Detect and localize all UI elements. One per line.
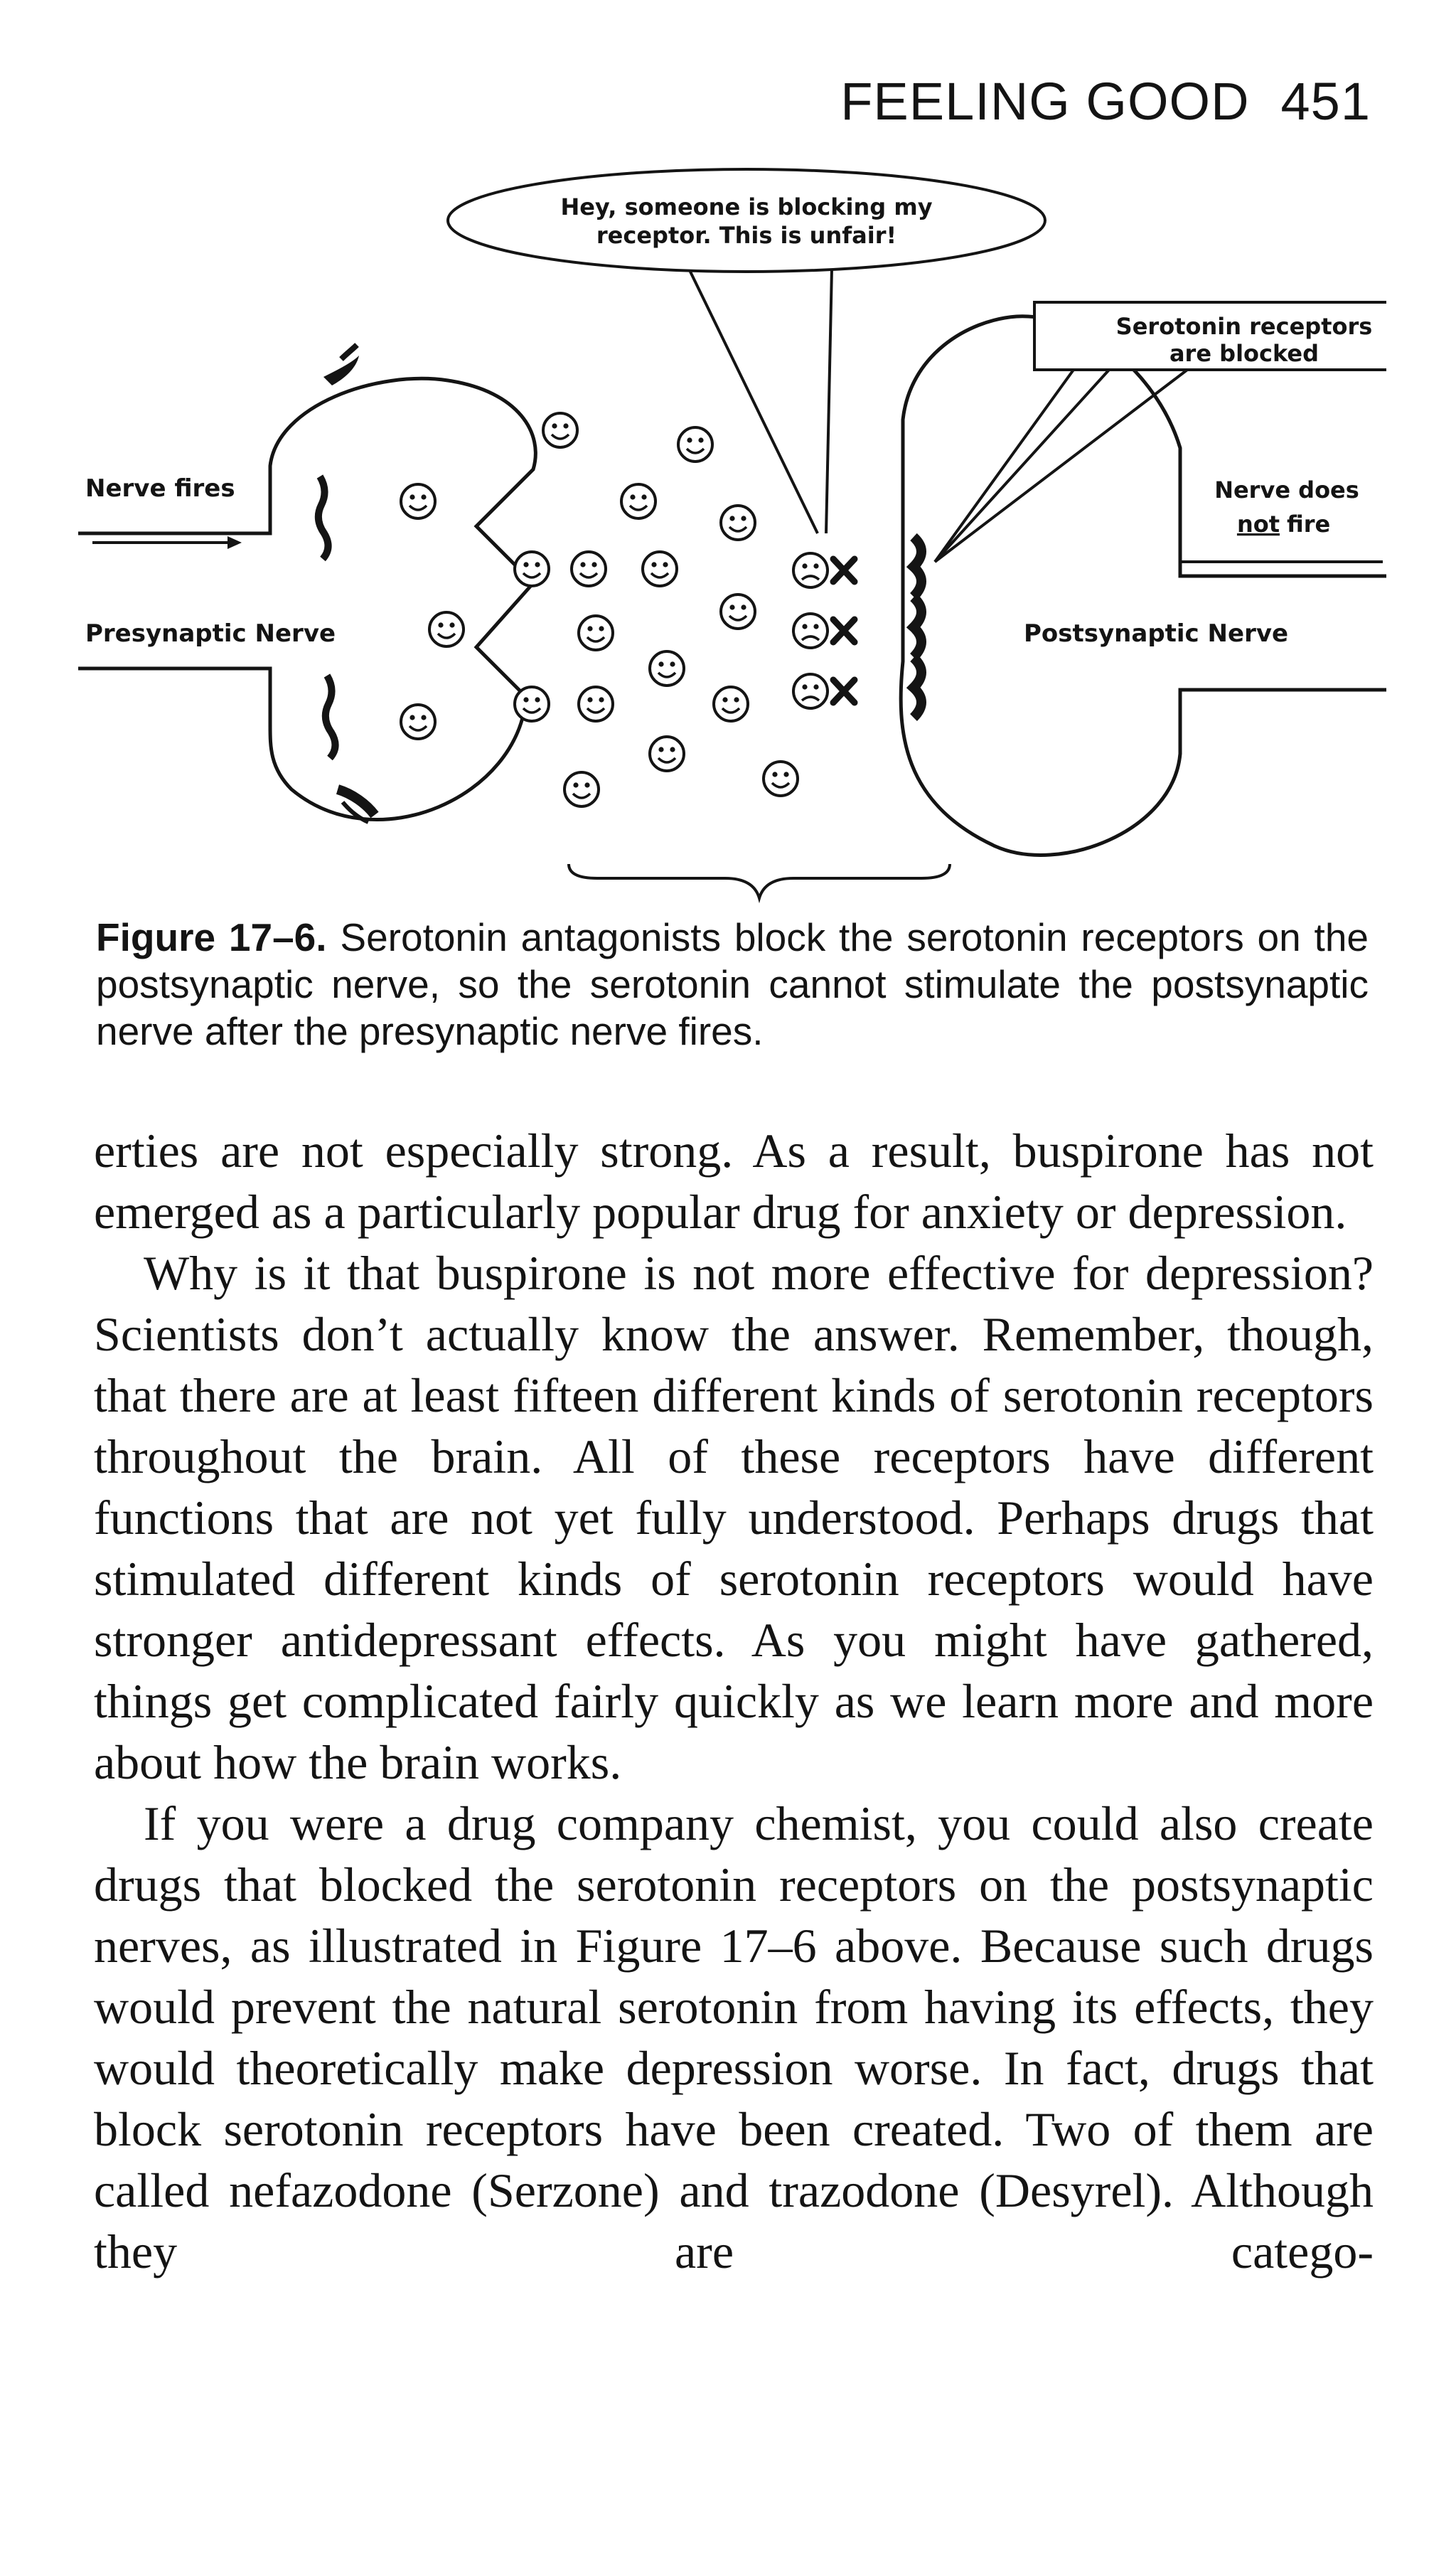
body-text <box>94 1120 1374 2282</box>
nerve-fires-label: Nerve fires <box>85 474 235 503</box>
page-number: 451 <box>1280 72 1371 131</box>
presynaptic-nerve <box>78 345 535 822</box>
nerve-does-text: Nerve does <box>1214 476 1359 503</box>
synapse-diagram <box>78 164 1386 917</box>
paragraph-3: If you were a drug company chemist, you could also create drugs that blocked the serotonin receptors on the postsynaptic nerves, as illustrated in Figure 17–6 above. Because such drugs would prevent the natural serotonin from having its effects, they would theoretically make depression worse. In fact, drugs that block serotonin receptors have been created. Two of them are called nefazodone (Serzone) and trazodone (Desyrel). Although they are catego- <box>94 1796 1374 2278</box>
postsynaptic-nerve-label: Postsynaptic Nerve <box>1024 619 1289 648</box>
running-head <box>840 71 1371 132</box>
presynaptic-nerve-label: Presynaptic Nerve <box>85 619 336 648</box>
figure-caption-text: Serotonin antagonists block the serotonin receptors on the postsynaptic nerve, so the serotonin cannot stimulate the postsynaptic nerve after the presynaptic nerve fires. <box>96 915 1369 1053</box>
figure-caption <box>96 914 1369 1055</box>
paragraph-2: Why is it that buspirone is not more effective for depression? Scientists don’t actually know the answer. Remember, though, that there are at least fifteen different kinds of serotonin receptors throughout the brain. All of these receptors have different functions that are not yet fully understood. Perhaps drugs that stimulated different kinds of serotonin receptors would have stronger antidepressant effects. As you might have gathered, things get complicated fairly quickly as we learn more and more about how the brain works. <box>94 1246 1374 1789</box>
speech-bubble-line-1: Hey, someone is blocking my <box>560 193 933 220</box>
callout-line-1: Serotonin receptors <box>1115 313 1373 340</box>
blocked-receptors <box>793 553 855 708</box>
not-text: not <box>1236 511 1280 538</box>
fire-text: fire <box>1287 511 1331 538</box>
callout-line-2: are blocked <box>1169 340 1320 367</box>
postsynaptic-nerve <box>901 316 1386 856</box>
figure-caption-label: Figure 17–6. <box>96 915 327 959</box>
running-title: FEELING GOOD <box>840 72 1250 131</box>
nerve-does-not-fire-label <box>1214 476 1359 538</box>
synaptic-cleft-brace <box>569 864 950 898</box>
speech-bubble-line-2: receptor. This is unfair! <box>596 222 897 249</box>
paragraph-1: erties are not especially strong. As a result, buspirone has not emerged as a particularly popular drug for anxiety or depression. <box>94 1124 1374 1239</box>
synapse-figure <box>78 164 1386 917</box>
